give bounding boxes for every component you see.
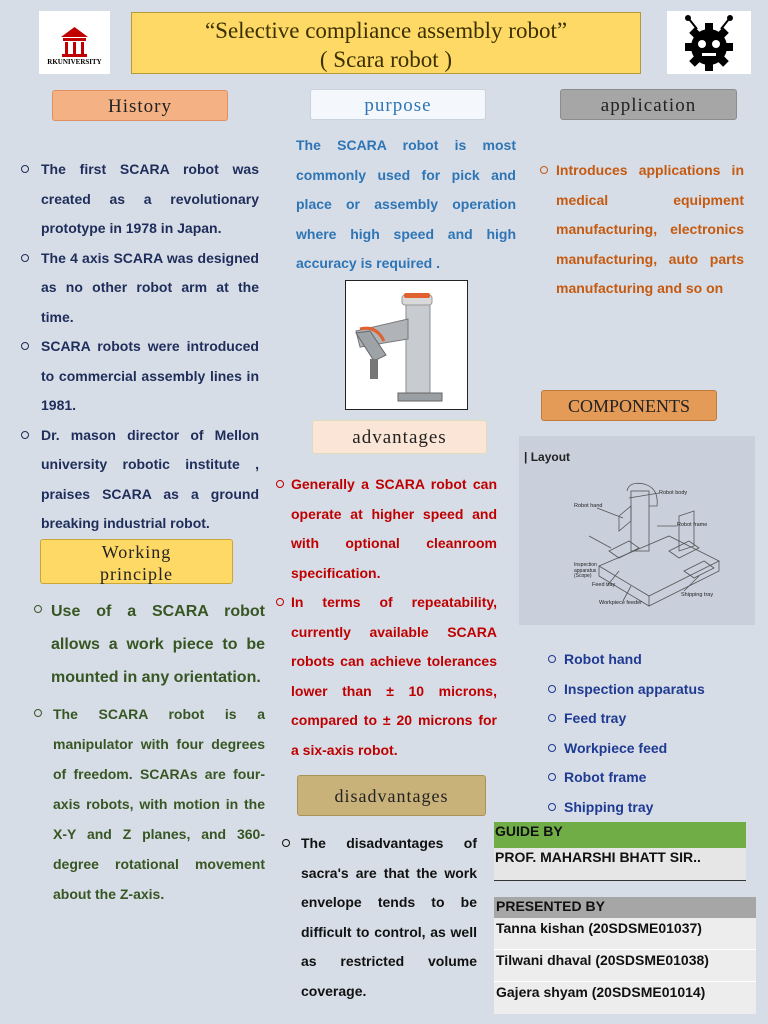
history-list <box>17 155 259 539</box>
components-item <box>544 675 754 705</box>
guide-name: PROF. MAHARSHI BHATT SIR.. <box>494 848 746 881</box>
robot-logo <box>667 11 751 74</box>
presented-label: PRESENTED BY <box>494 897 756 918</box>
working-list <box>30 595 265 909</box>
components-layout-diagram <box>519 436 755 625</box>
components-item <box>544 734 754 764</box>
application-item <box>536 156 744 304</box>
presenter-row: Gajera shyam (20SDSME01014) <box>494 982 756 1014</box>
layout-label: | Layout <box>524 450 571 464</box>
university-name: RKUNIVERSITY <box>47 58 102 66</box>
application-item-text: Introduces applications in medical equipment manufacturing, electronics manufacturing, auto parts manufacturing and so on <box>556 162 744 296</box>
diagram-label: Robot frame <box>677 522 708 528</box>
advantages-item <box>272 470 497 588</box>
working-item <box>30 699 265 909</box>
poster-title <box>131 12 641 74</box>
diagram-label: Robot body <box>659 490 688 496</box>
history-item-text: The first SCARA robot was created as a revolutionary prototype in 1978 in Japan. <box>41 161 259 236</box>
history-item-text: The 4 axis SCARA was designed as no other robot arm at the time. <box>41 249 259 325</box>
diagram-label: Inspection apparatus (Scope) <box>574 562 597 579</box>
diagram-label: Workpiece feeder <box>599 600 643 606</box>
components-list <box>544 645 754 823</box>
working-item-text: The SCARA robot is a manipulator with four degrees of freedom. SCARAs are four-axis robots, with motion in the X-Y and Z planes, and 360-degree rotational movement about the Z-axis. <box>53 706 265 902</box>
diagram-label: Robot hand <box>574 503 603 509</box>
components-item-text: Robot frame <box>564 769 647 786</box>
components-item-text: Workpiece feed <box>564 739 668 756</box>
advantages-heading: advantages <box>312 420 487 454</box>
scara-robot-image <box>345 280 468 410</box>
robot-gear-icon <box>667 11 751 74</box>
advantages-list <box>272 470 497 765</box>
disadvantages-list <box>278 829 477 1006</box>
purpose-text: The SCARA robot is most commonly used for pick and place or assembly operation where high speed and high accuracy is required . <box>296 137 516 271</box>
disadvantages-heading: disadvantages <box>297 775 486 816</box>
components-item <box>544 763 754 793</box>
components-item-text: Inspection apparatus <box>564 680 705 697</box>
history-item <box>17 244 259 333</box>
title-line-1: “Selective compliance assembly robot” <box>204 18 568 43</box>
history-item-text: Dr. mason director of Mellon university robotic institute , praises SCARA as a ground breaking industrial robot. <box>41 426 259 531</box>
university-logo <box>39 11 110 74</box>
advantages-item-text: In terms of repeatability, currently available SCARA robots can achieve tolerances lower than ± 10 microns, compared to ± 20 microns for a six-axis robot. <box>291 594 497 758</box>
diagram-label: Shipping tray <box>681 592 714 598</box>
title-line-2: ( Scara robot ) <box>319 47 453 72</box>
history-item <box>17 421 259 539</box>
disadvantages-item <box>278 829 477 1006</box>
guide-label: GUIDE BY <box>494 822 746 848</box>
components-item-text: Robot hand <box>564 651 642 667</box>
components-heading: COMPONENTS <box>541 390 717 421</box>
advantages-item-text: Generally a SCARA robot can operate at higher speed and with optional cleanroom specification. <box>291 476 497 581</box>
components-item <box>544 704 754 734</box>
diagram-label: Feed tray <box>592 582 616 588</box>
history-item <box>17 155 259 244</box>
history-heading: History <box>52 90 228 121</box>
disadvantages-item-text: The disadvantages of sacra's are that the work envelope tends to be difficult to control, as well as restricted volume coverage. <box>301 835 477 999</box>
components-item-text: Shipping tray <box>564 798 654 815</box>
components-item-text: Feed tray <box>564 710 627 727</box>
presenter-row: Tanna kishan (20SDSME01037) <box>494 918 756 950</box>
history-item <box>17 332 259 421</box>
application-list <box>536 156 744 304</box>
components-item <box>544 793 754 823</box>
working-principle-heading: Working principle <box>40 539 233 584</box>
purpose-heading: purpose <box>310 89 486 120</box>
working-item <box>30 595 265 694</box>
advantages-item <box>272 588 497 765</box>
robot-cell-diagram-icon <box>519 436 755 625</box>
history-item-text: SCARA robots were introduced to commercial assembly lines in 1981. <box>41 338 259 413</box>
working-item-text: Use of a SCARA robot allows a work piece to be mounted in any orientation. <box>51 603 265 686</box>
application-heading: application <box>560 89 737 120</box>
scara-robot-icon <box>346 281 467 409</box>
presenter-row: Tilwani dhaval (20SDSME01038) <box>494 950 756 982</box>
components-item <box>544 645 754 675</box>
